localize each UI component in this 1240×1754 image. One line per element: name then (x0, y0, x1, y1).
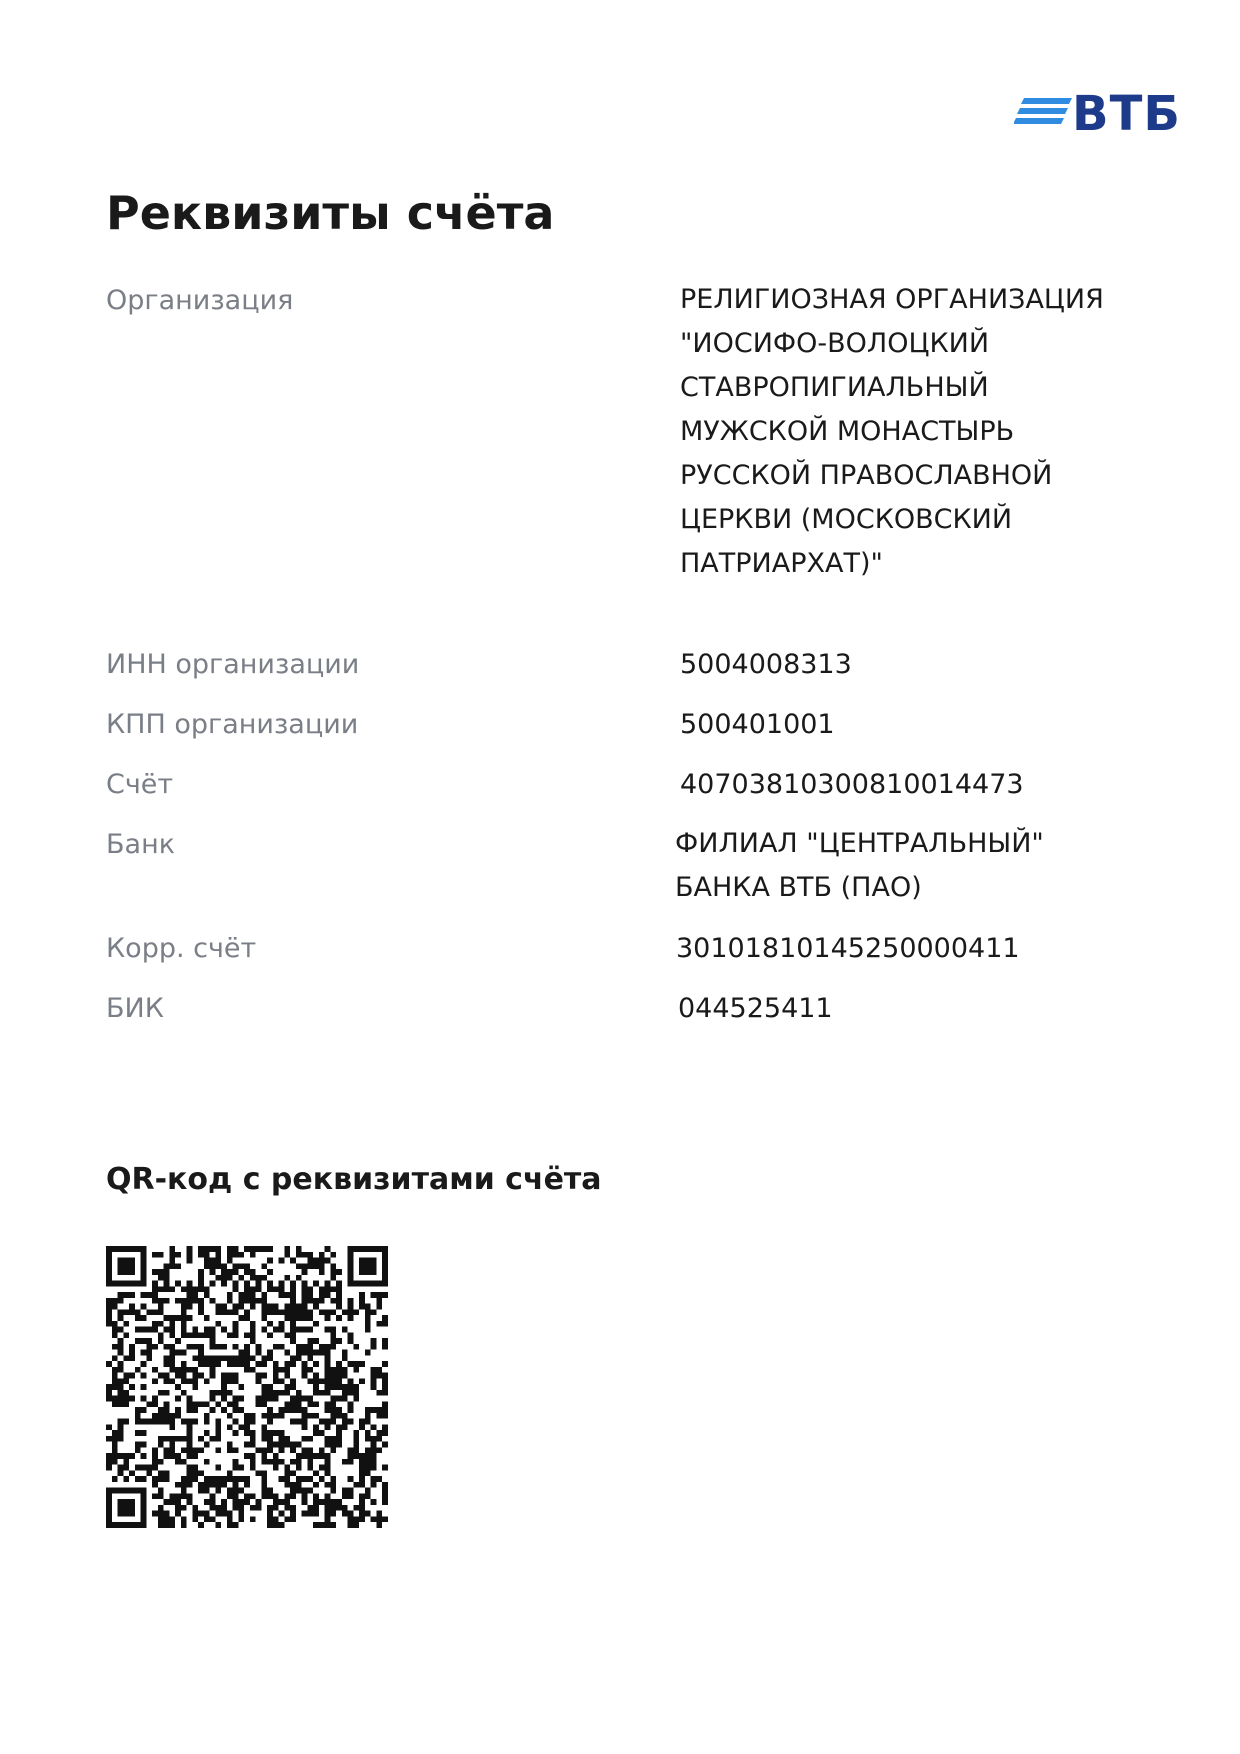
qr-section-title: QR-код с реквизитами счёта (106, 1162, 602, 1197)
kpp-label: КПП организации (106, 709, 359, 740)
inn-label: ИНН организации (106, 649, 360, 680)
kpp-value: 500401001 (680, 709, 835, 740)
vtb-stripes-icon (1014, 98, 1072, 130)
organization-value: РЕЛИГИОЗНАЯ ОРГАНИЗАЦИЯ "ИОСИФО-ВОЛОЦКИЙ СТАВРОПИГИАЛЬНЫЙ МУЖСКОЙ МОНАСТЫРЬ РУССКОЙ ПРАВОСЛАВНОЙ ЦЕРКВИ (МОСКОВСКИЙ ПАТРИАРХАТ)" (680, 284, 1104, 579)
bank-label: Банк (106, 829, 176, 860)
organization-label: Организация (106, 285, 294, 316)
bik-label: БИК (106, 993, 164, 1024)
page-title: Реквизиты счёта (106, 186, 555, 240)
inn-value: 5004008313 (680, 649, 852, 680)
qr-code-icon (106, 1246, 388, 1528)
bik-value: 044525411 (678, 993, 833, 1024)
bank-value: ФИЛИАЛ "ЦЕНТРАЛЬНЫЙ" БАНКА ВТБ (ПАО) (675, 828, 1044, 903)
vtb-logo-text: ВТБ (1072, 86, 1181, 142)
corr-account-value: 30101810145250000411 (676, 933, 1020, 964)
vtb-logo (1014, 86, 1184, 152)
corr-account-label: Корр. счёт (106, 933, 257, 964)
account-label: Счёт (106, 769, 174, 800)
account-value: 40703810300810014473 (680, 769, 1024, 800)
